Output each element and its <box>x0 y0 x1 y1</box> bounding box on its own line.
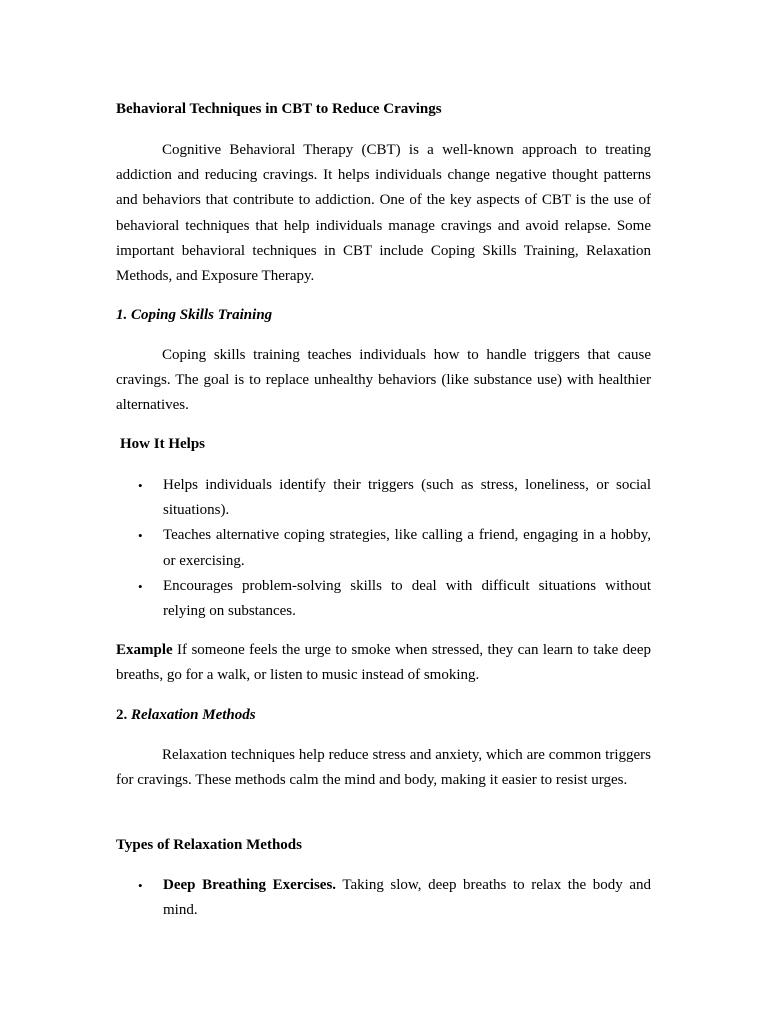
section2-heading-number: 2. <box>116 707 131 723</box>
section2-heading <box>116 703 651 728</box>
example-label: Example <box>116 642 173 658</box>
bullet-icon: • <box>138 878 143 893</box>
intro-paragraph: Cognitive Behavioral Therapy (CBT) is a well-known approach to treating addiction and reducing cravings. It helps individuals change negative thought patterns and behaviors that contribute to addiction. One of the key aspects of CBT is the use of behavioral techniques that help individuals manage cravings and avoid relapse. Some important behavioral techniques in CBT include Coping Skills Training, Relaxation Methods, and Exposure Therapy. <box>116 142 651 285</box>
section2-heading-title: Relaxation Methods <box>131 707 256 723</box>
list-item-text: Taking slow, deep breaths to relax the body and mind. <box>163 877 651 919</box>
section1-heading: 1. Coping Skills Training <box>116 307 273 323</box>
section2-bullet-list <box>116 873 651 923</box>
section1-subheading: How It Helps <box>120 436 206 452</box>
bullet-icon: • <box>138 528 143 544</box>
list-item <box>116 523 651 573</box>
list-item-text: Helps individuals identify their triggers (such as stress, loneliness, or social situations). <box>163 477 651 519</box>
list-item-text: Teaches alternative coping strategies, like calling a friend, engaging in a hobby, or exercising. <box>163 527 651 569</box>
example-paragraph <box>116 638 651 688</box>
list-item <box>116 873 651 923</box>
section1-bullet-list <box>116 473 651 624</box>
list-item-text: Encourages problem-solving skills to deal with difficult situations without relying on substances. <box>163 577 651 620</box>
list-item-label: Deep Breathing Exercises. <box>163 877 337 893</box>
list-item <box>116 473 651 523</box>
document-title: Behavioral Techniques in CBT to Reduce Cravings <box>116 101 442 117</box>
bullet-icon: • <box>138 478 143 493</box>
list-item <box>116 574 651 624</box>
section1-body: Coping skills training teaches individuals how to handle triggers that cause cravings. The goal is to replace unhealthy behaviors (like substance use) with healthier alternatives. <box>116 347 651 414</box>
section2-body: Relaxation techniques help reduce stress and anxiety, which are common triggers for cravings. These methods calm the mind and body, making it easier to resist urges. <box>116 747 651 789</box>
example-text: If someone feels the urge to smoke when stressed, they can learn to take deep breaths, go for a walk, or listen to music instead of smoking. <box>116 642 651 684</box>
section2-subheading: Types of Relaxation Methods <box>116 837 302 853</box>
bullet-icon: • <box>138 578 143 594</box>
